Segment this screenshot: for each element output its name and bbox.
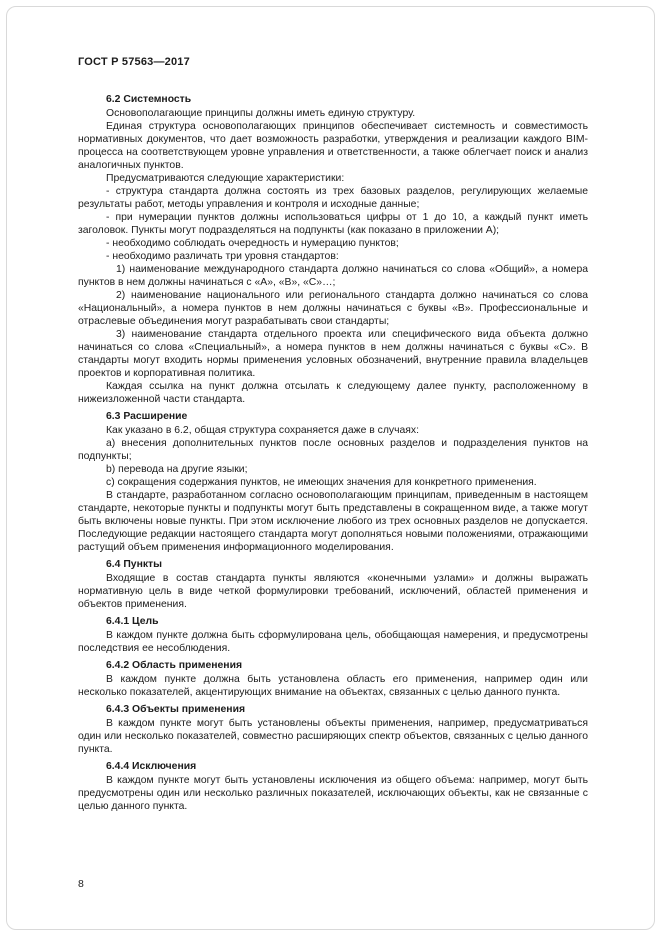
paragraph: Единая структура основополагающих принципов обеспечивает системность и совместимость нормативных документов, что дает возможность разработки, утверждения и реализации каждого BIM-процесса на соответствующем уровне управления и ответственности, а также облегчает поиск и анализ аналогичных пунктов. xyxy=(78,121,588,171)
paragraph: 2) наименование национального или регионального стандарта должно начинаться со слова «Национальный», а номера пунктов в нем должны начинаться с буквы «В». Профессиональные и отраслевые объединения могут разрабатывать свои стандарты; xyxy=(78,290,588,327)
paragraph: - структура стандарта должна состоять из трех базовых разделов, регулирующих желаемые результаты работ, методы управления и контроля и исходные данные; xyxy=(78,186,588,210)
section-heading: 6.4.2 Область применения xyxy=(106,660,243,671)
document-standard-number: ГОСТ Р 57563—2017 xyxy=(78,56,190,68)
paragraph: В каждом пункте могут быть установлены исключения из общего объема: например, могут быть предусмотрены один или несколько различных показателей, исключающих объекты, как не связанные с целью данного пункта. xyxy=(78,775,588,812)
document-content xyxy=(78,89,588,813)
section-heading: 6.2 Системность xyxy=(106,94,192,105)
paragraph: - при нумерации пунктов должны использоваться цифры от 1 до 10, а каждый пункт иметь заголовок. Пункты могут подразделяться на подпункты (как показано в приложении А); xyxy=(78,212,588,236)
paragraph: Как указано в 6.2, общая структура сохраняется даже в случаях: xyxy=(106,425,420,436)
paragraph: - необходимо различать три уровня стандартов: xyxy=(106,251,339,262)
paragraph: Предусматриваются следующие характеристики: xyxy=(106,173,345,184)
paragraph: В каждом пункте должна быть установлена область его применения, например один или несколько показателей, акцентирующих внимание на объектах, связанных с целью данного пункта. xyxy=(78,674,588,698)
section-heading: 6.4 Пункты xyxy=(106,559,163,570)
paragraph: Входящие в состав стандарта пункты являются «конечными узлами» и должны выражать нормативную цель в виде четкой формулировки требований, исключений, областей применения и объектов применения. xyxy=(78,573,588,610)
paragraph: Каждая ссылка на пункт должна отсылать к следующему далее пункту, расположенному в нижеизложенной части стандарта. xyxy=(78,381,588,405)
section-heading: 6.4.1 Цель xyxy=(106,616,159,627)
section-heading: 6.3 Расширение xyxy=(106,411,188,422)
paragraph: 1) наименование международного стандарта должно начинаться со слова «Общий», а номера пунктов в нем должны начинаться с «А», «В», «С»…; xyxy=(78,264,588,288)
page-number: 8 xyxy=(78,878,84,890)
paragraph: b) перевода на другие языки; xyxy=(106,464,248,475)
paragraph: Основополагающие принципы должны иметь единую структуру. xyxy=(106,108,416,119)
paragraph: a) внесения дополнительных пунктов после основных разделов и подразделения пунктов на подпункты; xyxy=(78,438,588,462)
paragraph: 3) наименование стандарта отдельного проекта или специфического вида объекта должно начинаться со слова «Специальный», а номера пунктов в нем должны начинаться с буквы «С». В стандарты могут входить нормы применения условных обозначений, внутренние правила владельцев проектов и корпоративная политика. xyxy=(78,329,588,379)
paragraph: В каждом пункте могут быть установлены объекты применения, например, предусматриваться один или несколько показателей, совместно расширяющих спектр объектов, связанных с целью данного пункта. xyxy=(78,718,588,755)
paragraph: В каждом пункте должна быть сформулирована цель, обобщающая намерения, и предусмотрены последствия ее несоблюдения. xyxy=(78,630,588,654)
paragraph: В стандарте, разработанном согласно основополагающим принципам, приведенным в настоящем стандарте, некоторые пункты и подпункты могут быть представлены в сокращенном виде, а также могут быть включены новые пункты. При этом исключение любого из трех основных разделов не допускается. Последующие редакции настоящего стандарта могут дополняться новыми положениями, отражающими растущий объем применения информационного моделирования. xyxy=(78,490,588,553)
paragraph: - необходимо соблюдать очередность и нумерацию пунктов; xyxy=(106,238,399,249)
section-heading: 6.4.4 Исключения xyxy=(106,761,197,772)
paragraph: c) сокращения содержания пунктов, не имеющих значения для конкретного применения. xyxy=(106,477,537,488)
section-heading: 6.4.3 Объекты применения xyxy=(106,704,246,715)
